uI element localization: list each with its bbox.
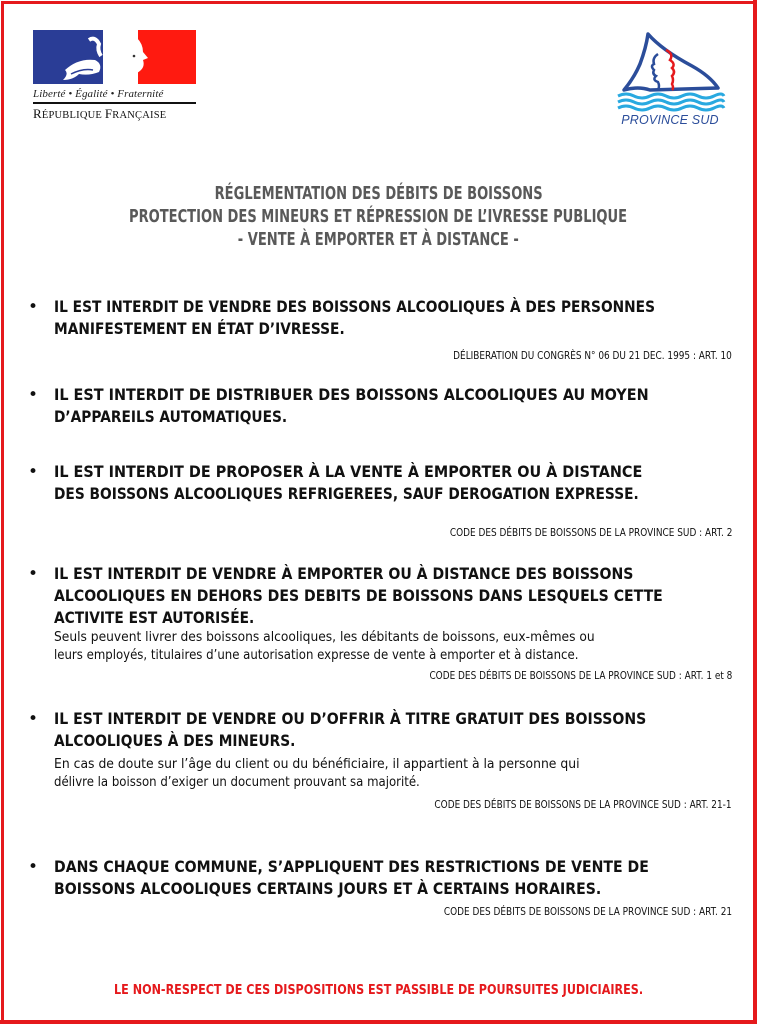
title-line-2: PROTECTION DES MINEURS ET RÉPRESSION DE L’IVRESSE PUBLIQUE (129, 207, 628, 227)
legal-reference-text: CODE DES DÉBITS DE BOISSONS DE LA PROVINCE SUD : ART. 1 et 8 (429, 670, 732, 682)
rf-name-epublique: ÉPUBLIQUE (41, 110, 105, 121)
legal-reference (376, 670, 732, 682)
legal-reference-text: DÉLIBERATION DU CONGRÈS N° 06 DU 21 DEC. 1995 : ART. 10 (453, 350, 732, 362)
province-sud-sail-icon (612, 30, 728, 112)
rule-item-5 (28, 708, 732, 811)
rule-detail-line: délivre la boisson d’exiger un document prouvant sa majorité. (54, 775, 420, 790)
rf-name-f: F (104, 106, 113, 121)
rule-item-3 (28, 461, 732, 539)
legal-reference (400, 527, 732, 539)
rule-heading-line: IL EST INTERDIT DE DISTRIBUER DES BOISSONS ALCOOLIQUES AU MOYEN (54, 385, 649, 404)
rule-heading-line: ACTIVITE EST AUTORISÉE. (54, 608, 255, 627)
rule-heading (54, 708, 726, 752)
bullet: • (28, 385, 39, 405)
rf-divider (33, 102, 196, 104)
bullet: • (28, 709, 39, 729)
rule-heading-line: MANIFESTEMENT EN ÉTAT D’IVRESSE. (54, 319, 345, 338)
rule-heading-line: ALCOOLIQUES À DES MINEURS. (54, 731, 296, 750)
page-border-right (753, 0, 757, 1024)
bullet: • (28, 297, 39, 317)
marianne-icon (33, 30, 196, 84)
rule-heading (54, 296, 726, 340)
rule-item-4 (28, 563, 732, 682)
province-sud-name: PROVINCE SUD (621, 113, 719, 127)
bullet: • (28, 857, 39, 877)
province-sud-logo (612, 30, 728, 130)
rule-item-2 (28, 384, 732, 428)
bullet: • (28, 564, 39, 584)
legal-reference-text: CODE DES DÉBITS DE BOISSONS DE LA PROVINCE SUD : ART. 21 (443, 906, 732, 918)
rule-detail-line: leurs employés, titulaires d’une autorisation expresse de vente à emporter et à distance. (54, 648, 579, 663)
legal-reference (404, 350, 732, 362)
rf-motto: Liberté • Égalité • Fraternité (33, 88, 164, 100)
rule-heading (54, 461, 726, 505)
republique-francaise-logo (33, 30, 196, 122)
document-title (20, 183, 737, 252)
rule-heading (54, 856, 726, 900)
rule-heading-line: IL EST INTERDIT DE VENDRE À EMPORTER OU À DISTANCE DES BOISSONS (54, 564, 634, 583)
rule-heading-line: BOISSONS ALCOOLIQUES CERTAINS JOURS ET À CERTAINS HORAIRES. (54, 879, 602, 898)
rule-heading-line: IL EST INTERDIT DE VENDRE OU D’OFFRIR À TITRE GRATUIT DES BOISSONS (54, 709, 647, 728)
legal-reference-text: CODE DES DÉBITS DE BOISSONS DE LA PROVINCE SUD : ART. 21-1 (434, 799, 732, 811)
rule-detail (54, 629, 726, 665)
legal-warning-text: LE NON-RESPECT DE CES DISPOSITIONS EST PASSIBLE DE POURSUITES JUDICIAIRES. (113, 983, 644, 998)
legal-reference (393, 906, 732, 918)
rule-heading-line: ALCOOLIQUES EN DEHORS DES DEBITS DE BOISSONS DANS LESQUELS CETTE (54, 586, 663, 605)
rule-heading (54, 563, 726, 629)
legal-warning (0, 983, 757, 998)
bullet: • (28, 462, 39, 482)
rule-detail-line: Seuls peuvent livrer des boissons alcooliques, les débitants de boissons, eux-mêmes ou (54, 630, 595, 645)
rule-heading-line: IL EST INTERDIT DE PROPOSER À LA VENTE À EMPORTER OU À DISTANCE (54, 462, 643, 481)
rf-name (33, 106, 196, 122)
legal-reference (382, 799, 732, 811)
rf-name-rancaise: RANÇAISE (112, 110, 167, 121)
rule-detail-line: En cas de doute sur l’âge du client ou du bénéficiaire, il appartient à la personne qui (54, 757, 580, 772)
title-line-3: - VENTE À EMPORTER ET À DISTANCE - (237, 230, 519, 250)
rule-heading-line: D’APPAREILS AUTOMATIQUES. (54, 407, 288, 426)
rf-name-r: R (33, 106, 42, 121)
title-line-1: RÉGLEMENTATION DES DÉBITS DE BOISSONS (214, 184, 543, 204)
legal-reference-text: CODE DES DÉBITS DE BOISSONS DE LA PROVINCE SUD : ART. 2 (449, 527, 732, 539)
rule-item-6 (28, 856, 732, 918)
rule-heading-line: DES BOISSONS ALCOOLIQUES REFRIGEREES, SAUF DEROGATION EXPRESSE. (54, 484, 639, 503)
page-border-bottom (0, 1020, 757, 1024)
rule-item-1 (28, 296, 732, 362)
marianne-flag (33, 30, 196, 84)
rule-detail (54, 756, 726, 792)
rule-heading-line: DANS CHAQUE COMMUNE, S’APPLIQUENT DES RESTRICTIONS DE VENTE DE (54, 857, 649, 876)
rule-heading-line: IL EST INTERDIT DE VENDRE DES BOISSONS ALCOOLIQUES À DES PERSONNES (54, 297, 655, 316)
rule-heading (54, 384, 726, 428)
